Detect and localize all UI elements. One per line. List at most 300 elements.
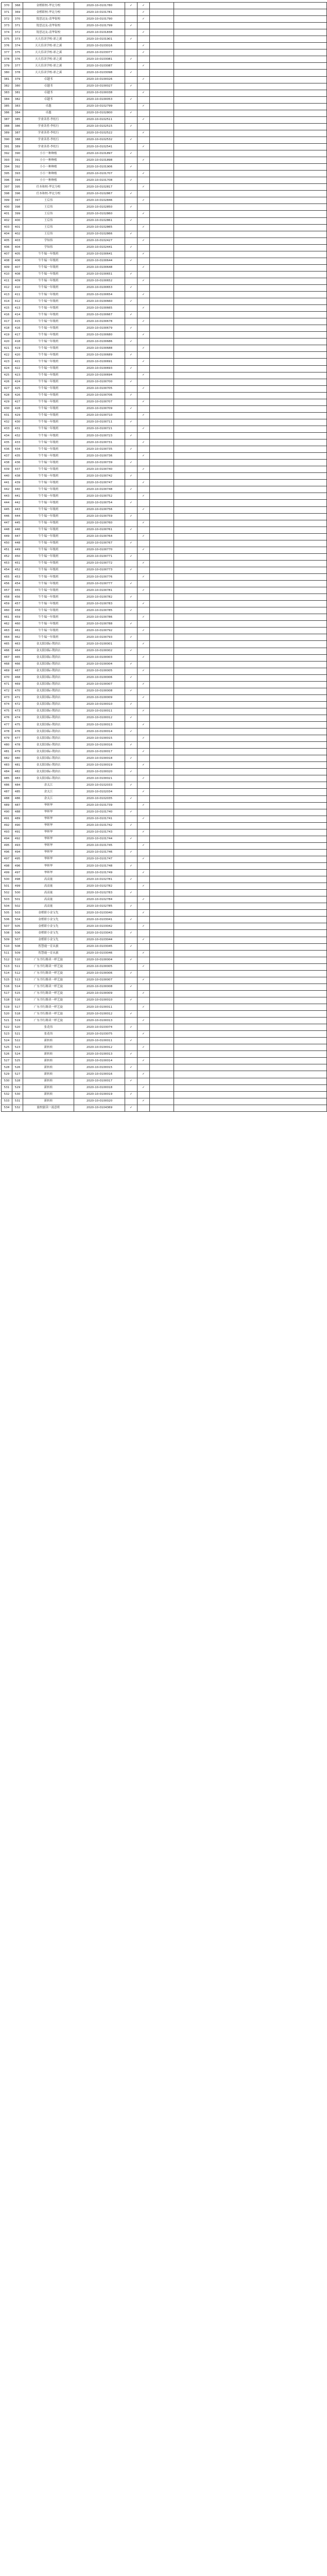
row-number: 378 — [12, 70, 23, 76]
empty-cell — [150, 1064, 174, 1071]
check-mark-b: ✓ — [137, 614, 150, 621]
remarks-cell — [174, 527, 327, 533]
empty-cell — [150, 789, 174, 795]
registration-id: 2020-10-0100653 — [74, 284, 125, 291]
remarks-cell — [174, 446, 327, 453]
unit-name: 新转转 — [23, 1078, 74, 1084]
table-row — [2, 23, 327, 29]
row-number: 406 — [12, 258, 23, 264]
table-row — [2, 822, 327, 829]
empty-cell — [150, 231, 174, 238]
table-row — [2, 903, 327, 910]
unit-name: 高高量 — [23, 876, 74, 883]
check-mark-b — [137, 728, 150, 735]
table-row — [2, 890, 327, 896]
empty-cell — [150, 379, 174, 385]
empty-cell — [150, 795, 174, 802]
remarks-cell — [174, 70, 327, 76]
row-number: 519 — [12, 1018, 23, 1024]
empty-cell — [150, 493, 174, 500]
check-mark-a — [125, 211, 137, 217]
remarks-cell — [174, 23, 327, 29]
row-index: 526 — [2, 1051, 12, 1058]
row-index: 400 — [2, 204, 12, 211]
row-index: 533 — [2, 1098, 12, 1105]
table-row — [2, 204, 327, 211]
remarks-cell — [174, 795, 327, 802]
row-number: 452 — [12, 567, 23, 573]
check-mark-a — [125, 171, 137, 177]
unit-name: 华晖华 — [23, 863, 74, 870]
registration-id: 2020-10-0103044 — [74, 937, 125, 943]
table-row — [2, 70, 327, 76]
check-mark-b — [137, 621, 150, 628]
remarks-cell — [174, 943, 327, 950]
unit-name: 华晖华 — [23, 809, 74, 816]
table-row — [2, 385, 327, 392]
table-row — [2, 157, 327, 164]
table-row — [2, 473, 327, 480]
check-mark-a — [125, 1044, 137, 1051]
row-index: 516 — [2, 984, 12, 990]
check-mark-a — [125, 628, 137, 634]
remarks-cell — [174, 876, 327, 883]
row-number: 408 — [12, 271, 23, 278]
check-mark-a — [125, 238, 137, 244]
empty-cell — [150, 715, 174, 721]
registration-id: 2020-10-0100705 — [74, 385, 125, 392]
check-mark-a: ✓ — [125, 405, 137, 412]
empty-cell — [150, 419, 174, 426]
row-index: 432 — [2, 419, 12, 426]
row-number: 391 — [12, 157, 23, 164]
row-index: 402 — [2, 217, 12, 224]
check-mark-b — [137, 338, 150, 345]
check-mark-a: ✓ — [125, 1105, 137, 1111]
row-number: 419 — [12, 345, 23, 352]
row-index: 430 — [2, 405, 12, 412]
registration-id: 2020-10-0100648 — [74, 264, 125, 271]
check-mark-b — [137, 258, 150, 264]
check-mark-a — [125, 614, 137, 621]
row-index: 434 — [2, 433, 12, 439]
row-number: 521 — [12, 1031, 23, 1038]
unit-name: 锐思达友-清华街校 — [23, 29, 74, 36]
unit-name: 牛牛编一年级班 — [23, 338, 74, 345]
row-index: 384 — [2, 96, 12, 103]
row-index: 488 — [2, 795, 12, 802]
row-index: 522 — [2, 1024, 12, 1031]
row-number: 486 — [12, 795, 23, 802]
row-number: 529 — [12, 1084, 23, 1091]
check-mark-a: ✓ — [125, 876, 137, 883]
row-index: 409 — [2, 264, 12, 271]
registration-id: 2020-10-0102866 — [74, 231, 125, 238]
row-index: 442 — [2, 486, 12, 493]
check-mark-b — [137, 500, 150, 506]
row-index: 518 — [2, 997, 12, 1004]
row-number: 522 — [12, 1038, 23, 1044]
check-mark-a: ✓ — [125, 917, 137, 923]
check-mark-a — [125, 385, 137, 392]
check-mark-b — [137, 405, 150, 412]
remarks-cell — [174, 392, 327, 399]
check-mark-b — [137, 123, 150, 130]
unit-name: 王后伟 — [23, 224, 74, 231]
unit-name: 任本和校-华北分校 — [23, 191, 74, 197]
empty-cell — [150, 749, 174, 755]
table-row — [2, 661, 327, 668]
row-number: 434 — [12, 446, 23, 453]
empty-cell — [150, 365, 174, 372]
registration-id: 2020-10-0100747 — [74, 480, 125, 486]
unit-name: 牛牛编一年级班 — [23, 533, 74, 540]
unit-name: 卓越书 — [23, 83, 74, 90]
table-row — [2, 171, 327, 177]
empty-cell — [150, 870, 174, 876]
check-mark-a — [125, 870, 137, 876]
registration-id: 2020-10-0100013 — [74, 722, 125, 728]
check-mark-a: ✓ — [125, 607, 137, 614]
row-index: 492 — [2, 822, 12, 829]
row-index: 530 — [2, 1078, 12, 1084]
row-number: 504 — [12, 917, 23, 923]
empty-cell — [150, 527, 174, 533]
row-number: 375 — [12, 49, 23, 56]
check-mark-b: ✓ — [137, 49, 150, 56]
check-mark-a — [125, 1004, 137, 1010]
row-index: 483 — [2, 762, 12, 769]
check-mark-b: ✓ — [137, 829, 150, 836]
check-mark-b: ✓ — [137, 143, 150, 150]
empty-cell — [150, 446, 174, 453]
check-mark-a: ✓ — [125, 581, 137, 587]
table-row — [2, 284, 327, 291]
empty-cell — [150, 271, 174, 278]
row-index: 512 — [2, 957, 12, 963]
registration-id: 2020-10-0100012 — [74, 1011, 125, 1018]
check-mark-a: ✓ — [125, 742, 137, 749]
remarks-cell — [174, 264, 327, 271]
empty-cell — [150, 385, 174, 392]
check-mark-b — [137, 137, 150, 143]
row-index: 411 — [2, 278, 12, 284]
empty-cell — [150, 143, 174, 150]
check-mark-b — [137, 984, 150, 990]
row-number: 449 — [12, 547, 23, 553]
row-number: 432 — [12, 433, 23, 439]
check-mark-a: ✓ — [125, 930, 137, 937]
table-row — [2, 130, 327, 137]
remarks-cell — [174, 836, 327, 842]
registration-id: 2020-10-0100005 — [74, 668, 125, 674]
check-mark-b — [137, 96, 150, 103]
table-row — [2, 715, 327, 721]
row-index: 379 — [2, 63, 12, 70]
unit-name: 王后伟 — [23, 217, 74, 224]
row-number: 465 — [12, 654, 23, 661]
check-mark-b — [137, 271, 150, 278]
check-mark-b: ✓ — [137, 735, 150, 742]
row-index: 469 — [2, 668, 12, 674]
row-number: 390 — [12, 150, 23, 157]
row-index: 374 — [2, 29, 12, 36]
table-row — [2, 332, 327, 338]
check-mark-b: ✓ — [137, 3, 150, 9]
registration-id: 2020-10-0102861 — [74, 217, 125, 224]
registration-id: 2020-10-0100644 — [74, 258, 125, 264]
row-number: 481 — [12, 762, 23, 769]
row-number: 460 — [12, 621, 23, 628]
row-number: 455 — [12, 587, 23, 594]
table-row — [2, 573, 327, 580]
empty-cell — [150, 809, 174, 816]
table-row — [2, 264, 327, 271]
check-mark-a: ✓ — [125, 325, 137, 332]
empty-cell — [150, 802, 174, 809]
check-mark-b — [137, 1024, 150, 1031]
check-mark-b — [137, 1105, 150, 1111]
table-row — [2, 36, 327, 43]
row-index: 480 — [2, 742, 12, 749]
empty-cell — [150, 1018, 174, 1024]
table-row — [2, 460, 327, 466]
empty-cell — [150, 238, 174, 244]
registration-id: 2020-10-0100660 — [74, 298, 125, 305]
unit-name: 天天乐读学校-彩之溪 — [23, 70, 74, 76]
row-index: 503 — [2, 896, 12, 903]
row-number: 428 — [12, 405, 23, 412]
remarks-cell — [174, 722, 327, 728]
remarks-cell — [174, 1058, 327, 1064]
remarks-cell — [174, 694, 327, 701]
unit-name: 余太江 — [23, 795, 74, 802]
unit-name: 牛牛编一年级班 — [23, 405, 74, 412]
row-number: 415 — [12, 318, 23, 325]
row-number: 368 — [12, 3, 23, 9]
row-index: 436 — [2, 446, 12, 453]
registration-id: 2020-10-0100792 — [74, 628, 125, 634]
check-mark-a: ✓ — [125, 365, 137, 372]
row-index: 450 — [2, 540, 12, 547]
unit-name: 华晖华 — [23, 816, 74, 822]
check-mark-a — [125, 466, 137, 473]
check-mark-b — [137, 540, 150, 547]
row-index: 429 — [2, 399, 12, 405]
row-number: 474 — [12, 715, 23, 721]
check-mark-a — [125, 520, 137, 527]
empty-cell — [150, 1031, 174, 1038]
row-number: 382 — [12, 96, 23, 103]
table-row — [2, 338, 327, 345]
registration-id: 2020-10-0100005 — [74, 963, 125, 970]
empty-cell — [150, 473, 174, 480]
table-row — [2, 688, 327, 694]
empty-cell — [150, 654, 174, 661]
row-number: 492 — [12, 836, 23, 842]
remarks-cell — [174, 917, 327, 923]
registration-id: 2020-10-0100776 — [74, 573, 125, 580]
check-mark-b: ✓ — [137, 1084, 150, 1091]
row-index: 396 — [2, 177, 12, 184]
empty-cell — [150, 701, 174, 708]
unit-name: 金太阳国际-荆滨店 — [23, 654, 74, 661]
row-index: 527 — [2, 1058, 12, 1064]
empty-cell — [150, 1098, 174, 1105]
registration-id: 2020-10-0100652 — [74, 278, 125, 284]
row-number: 433 — [12, 439, 23, 446]
remarks-cell — [174, 1024, 327, 1031]
table-row — [2, 957, 327, 963]
registration-id: 2020-10-0101739 — [74, 802, 125, 809]
check-mark-b — [137, 365, 150, 372]
unit-name: 小小一种种植 — [23, 171, 74, 177]
empty-cell — [150, 486, 174, 493]
empty-cell — [150, 63, 174, 70]
row-number: 386 — [12, 123, 23, 130]
row-index: 524 — [2, 1038, 12, 1044]
empty-cell — [150, 1078, 174, 1084]
row-number: 506 — [12, 930, 23, 937]
remarks-cell — [174, 950, 327, 957]
unit-name: 牛牛编一年级班 — [23, 460, 74, 466]
remarks-cell — [174, 648, 327, 654]
unit-name: 金太阳国际-荆滨店 — [23, 715, 74, 721]
remarks-cell — [174, 217, 327, 224]
remarks-cell — [174, 816, 327, 822]
unit-name: 牛牛编一年级班 — [23, 345, 74, 352]
unit-name: 广东书行路读一样艺旋 — [23, 970, 74, 977]
unit-name: 高高量 — [23, 883, 74, 890]
remarks-cell — [174, 466, 327, 473]
check-mark-b: ✓ — [137, 883, 150, 890]
check-mark-a: ✓ — [125, 809, 137, 816]
check-mark-b: ✓ — [137, 103, 150, 110]
registration-id: 2020-10-0100010 — [74, 701, 125, 708]
row-number: 510 — [12, 957, 23, 963]
registration-id: 2020-10-0102850 — [74, 204, 125, 211]
unit-name: 王后伟 — [23, 204, 74, 211]
table-row — [2, 446, 327, 453]
row-index: 381 — [2, 76, 12, 83]
row-number: 385 — [12, 116, 23, 123]
check-mark-a: ✓ — [125, 244, 137, 251]
remarks-cell — [174, 715, 327, 721]
check-mark-a: ✓ — [125, 486, 137, 493]
table-row — [2, 143, 327, 150]
check-mark-b: ✓ — [137, 1004, 150, 1010]
check-mark-b — [137, 567, 150, 573]
check-mark-b: ✓ — [137, 29, 150, 36]
check-mark-a: ✓ — [125, 782, 137, 789]
remarks-cell — [174, 668, 327, 674]
unit-name: 张花伟 — [23, 1031, 74, 1038]
table-row — [2, 607, 327, 614]
unit-name: 金太阳国际-荆滨店 — [23, 755, 74, 762]
row-index: 387 — [2, 116, 12, 123]
table-row — [2, 506, 327, 513]
registration-id: 2020-10-0102427 — [74, 238, 125, 244]
row-number: 393 — [12, 171, 23, 177]
row-index: 370 — [2, 3, 12, 9]
row-number: 426 — [12, 392, 23, 399]
row-index: 449 — [2, 533, 12, 540]
check-mark-b: ✓ — [137, 116, 150, 123]
remarks-cell — [174, 708, 327, 715]
row-index: 481 — [2, 749, 12, 755]
check-mark-a — [125, 963, 137, 970]
remarks-cell — [174, 292, 327, 298]
table-row — [2, 1044, 327, 1051]
check-mark-b: ✓ — [137, 520, 150, 527]
table-row — [2, 775, 327, 782]
unit-name: 牛牛编一年级班 — [23, 332, 74, 338]
unit-name: 牛牛编一年级班 — [23, 318, 74, 325]
empty-cell — [150, 1105, 174, 1111]
row-number: 505 — [12, 923, 23, 930]
registration-id: 2020-10-0100667 — [74, 312, 125, 318]
check-mark-b: ✓ — [137, 587, 150, 594]
table-row — [2, 123, 327, 130]
registration-id: 2020-10-0100014 — [74, 1058, 125, 1064]
table-row — [2, 963, 327, 970]
remarks-cell — [174, 567, 327, 573]
check-mark-a: ✓ — [125, 70, 137, 76]
table-row — [2, 520, 327, 527]
row-index: 385 — [2, 103, 12, 110]
check-mark-b: ✓ — [137, 668, 150, 674]
unit-name: 小小一种种植 — [23, 177, 74, 184]
check-mark-b — [137, 607, 150, 614]
unit-name: 牛牛编一年级班 — [23, 305, 74, 312]
empty-cell — [150, 251, 174, 258]
registration-id: 2020-10-0102867 — [74, 191, 125, 197]
unit-name: 新转转 — [23, 1084, 74, 1091]
registration-id: 2020-10-0100709 — [74, 405, 125, 412]
registration-id: 2020-10-0100011 — [74, 1004, 125, 1010]
check-mark-a — [125, 573, 137, 580]
check-mark-a — [125, 332, 137, 338]
row-index: 371 — [2, 9, 12, 16]
row-index: 439 — [2, 466, 12, 473]
table-row — [2, 728, 327, 735]
row-number: 461 — [12, 628, 23, 634]
registration-id: 2020-10-0100723 — [74, 433, 125, 439]
check-mark-b: ✓ — [137, 641, 150, 648]
unit-name: 天天乐读学校-彩之溪 — [23, 36, 74, 43]
remarks-cell — [174, 903, 327, 910]
table-row — [2, 997, 327, 1004]
remarks-cell — [174, 116, 327, 123]
row-index: 435 — [2, 439, 12, 446]
check-mark-a: ✓ — [125, 150, 137, 157]
check-mark-a — [125, 708, 137, 715]
table-row — [2, 177, 327, 184]
unit-name: 广东书行路读一样艺旋 — [23, 977, 74, 984]
check-mark-a — [125, 950, 137, 957]
check-mark-b — [137, 56, 150, 63]
row-index: 426 — [2, 379, 12, 385]
check-mark-b: ✓ — [137, 963, 150, 970]
check-mark-a — [125, 533, 137, 540]
registration-id: 2020-10-0100736 — [74, 453, 125, 460]
unit-name: 金太阳国际-荆滨店 — [23, 775, 74, 782]
table-row — [2, 634, 327, 641]
table-row — [2, 244, 327, 251]
remarks-cell — [174, 439, 327, 446]
row-index: 406 — [2, 244, 12, 251]
check-mark-a: ✓ — [125, 836, 137, 842]
